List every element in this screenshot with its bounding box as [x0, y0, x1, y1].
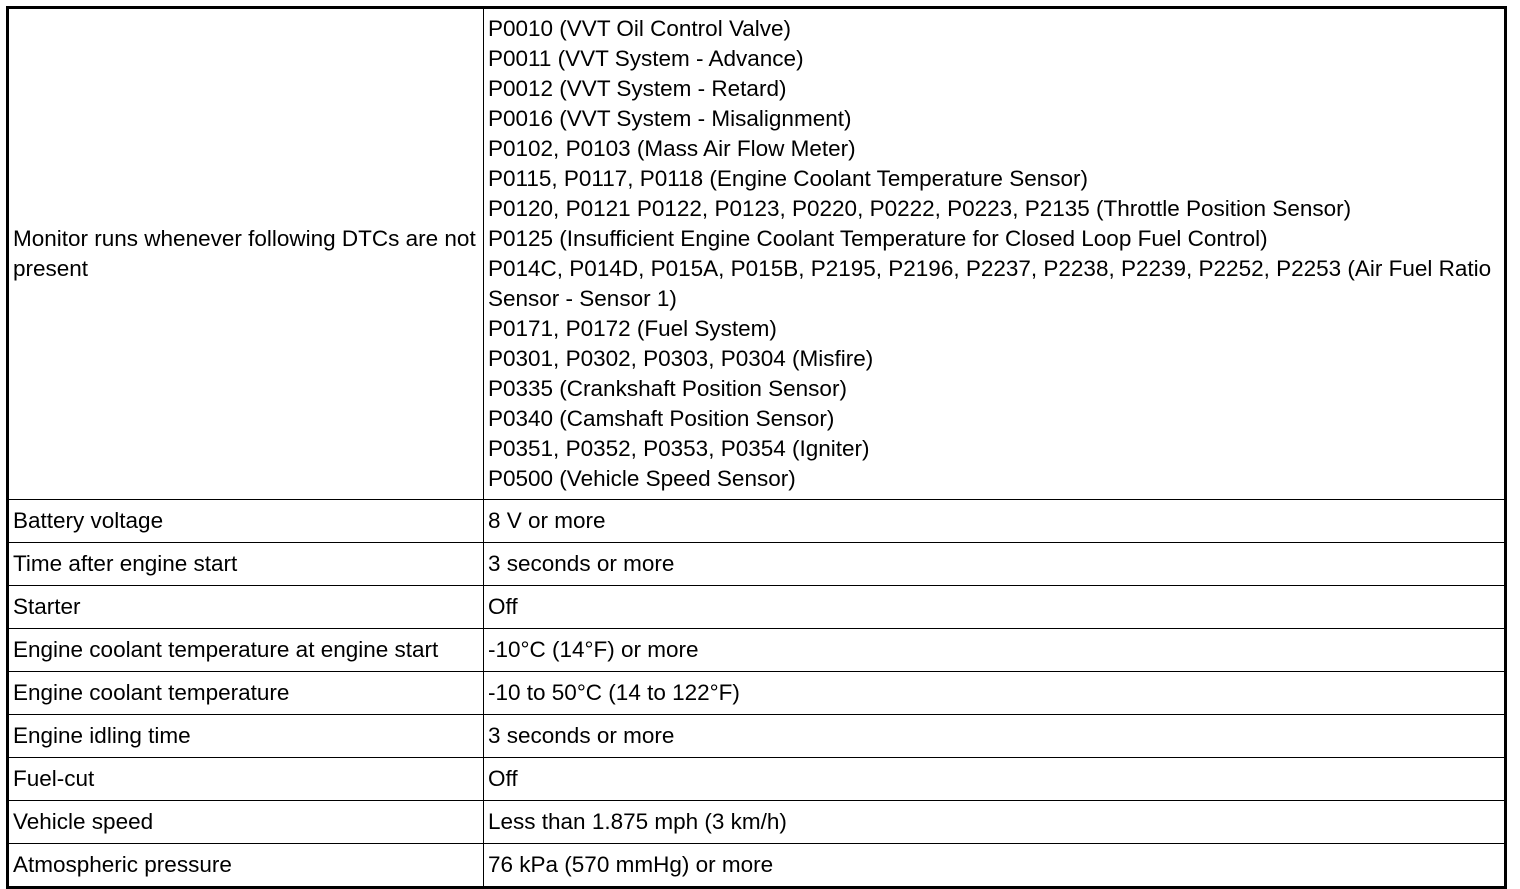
dtc-item: P014C, P014D, P015A, P015B, P2195, P2196, P2237, P2238, P2239, P2252, P2253 (Air Fuel Ratio Sensor - Sensor 1) — [488, 256, 1492, 311]
condition-label: Battery voltage — [8, 500, 484, 543]
table-row — [8, 844, 1506, 888]
condition-label: Engine idling time — [8, 715, 484, 758]
table-row — [8, 629, 1506, 672]
dtc-item: P0171, P0172 (Fuel System) — [488, 316, 777, 341]
table-row — [8, 500, 1506, 543]
condition-label: Vehicle speed — [8, 801, 484, 844]
condition-label: Atmospheric pressure — [8, 844, 484, 888]
dtc-item: P0335 (Crankshaft Position Sensor) — [488, 376, 847, 401]
condition-value: Off — [484, 758, 1506, 801]
table-row — [8, 8, 1506, 500]
condition-label: Time after engine start — [8, 543, 484, 586]
dtc-item: P0125 (Insufficient Engine Coolant Temperature for Closed Loop Fuel Control) — [488, 226, 1268, 251]
condition-label: Starter — [8, 586, 484, 629]
condition-value: Off — [484, 586, 1506, 629]
dtc-item: P0010 (VVT Oil Control Valve) — [488, 16, 792, 41]
condition-value: 76 kPa (570 mmHg) or more — [484, 844, 1506, 888]
table-row — [8, 801, 1506, 844]
table-row — [8, 543, 1506, 586]
monitor-conditions-table — [6, 6, 1507, 889]
dtc-item: P0301, P0302, P0303, P0304 (Misfire) — [488, 346, 874, 371]
dtc-item: P0016 (VVT System - Misalignment) — [488, 106, 852, 131]
condition-value: 8 V or more — [484, 500, 1506, 543]
condition-label: Engine coolant temperature at engine start — [8, 629, 484, 672]
table-row — [8, 715, 1506, 758]
dtc-item: P0351, P0352, P0353, P0354 (Igniter) — [488, 436, 870, 461]
dtc-item: P0120, P0121 P0122, P0123, P0220, P0222, P0223, P2135 (Throttle Position Sensor) — [488, 196, 1352, 221]
condition-label: Monitor runs whenever following DTCs are not present — [8, 8, 484, 500]
dtc-item: P0115, P0117, P0118 (Engine Coolant Temperature Sensor) — [488, 166, 1088, 191]
condition-value: 3 seconds or more — [484, 715, 1506, 758]
condition-value: Less than 1.875 mph (3 km/h) — [484, 801, 1506, 844]
dtc-item: P0340 (Camshaft Position Sensor) — [488, 406, 835, 431]
dtc-list — [484, 8, 1506, 500]
table-row — [8, 758, 1506, 801]
table-row — [8, 586, 1506, 629]
dtc-item: P0500 (Vehicle Speed Sensor) — [488, 466, 796, 491]
dtc-item: P0012 (VVT System - Retard) — [488, 76, 787, 101]
dtc-item: P0011 (VVT System - Advance) — [488, 46, 804, 71]
table-row — [8, 672, 1506, 715]
condition-label: Fuel-cut — [8, 758, 484, 801]
condition-value: -10 to 50°C (14 to 122°F) — [484, 672, 1506, 715]
condition-label: Engine coolant temperature — [8, 672, 484, 715]
condition-value: 3 seconds or more — [484, 543, 1506, 586]
dtc-item: P0102, P0103 (Mass Air Flow Meter) — [488, 136, 856, 161]
condition-value: -10°C (14°F) or more — [484, 629, 1506, 672]
